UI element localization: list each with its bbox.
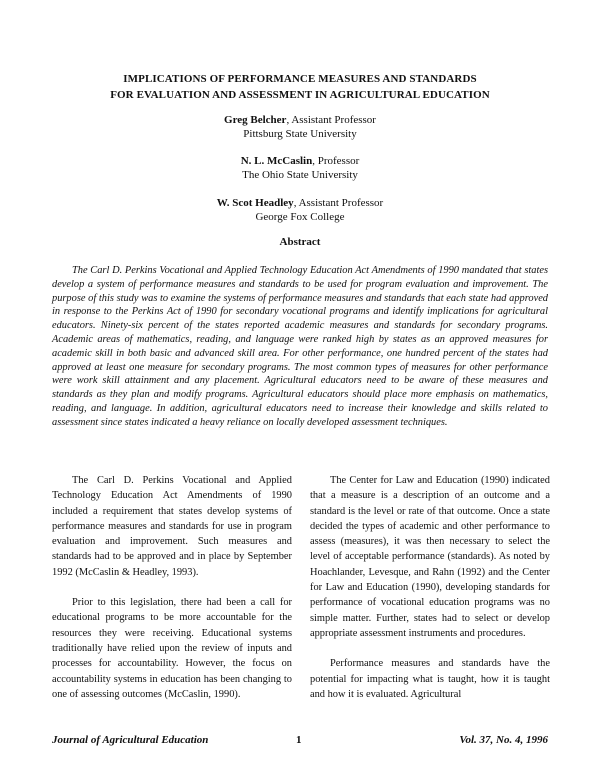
abstract-text: The Carl D. Perkins Vocational and Applied Technology Education Act Amendments of 1990 mandated that states develop a system of performance measures and standards to be used for program evaluation and improvement. The purpose of this study was to examine the systems of performance measures and standards that each state had approved in response to the Perkins Act of 1990 for secondary vocational programs and identify implications for agricultural educators. Ninety-six percent of the states reported academic measures and standards for secondary programs. Academic areas of mathematics, reading, and language were ranked high by states as an approved measures for academic skill in both basic and advanced skill area. For other performance, one hundred percent of the states had approved at least one measure for secondary programs. The most common types of measures for other performance were work skill attainment and any placement. Agricultural educators need to be aware of these measures and standards as they plan and modify programs. Agricultural educators should place more emphasis on mathematics, reading, and language. In addition, agricultural educators need to increase their knowledge and skills related to assessment since states indicated a heavy reliance on locally developed assessment techniques.	[52, 265, 548, 428]
paragraph: Prior to this legislation, there had been a call for educational programs to be more accountable for the resources they were receiving. Educational systems traditionally have relied upon the review of inputs and processes for accountability. However, the focus on accountability systems in education has been changing to one of assessing outcomes (McCaslin, 1990).	[52, 597, 292, 700]
footer-journal: Journal of Agricultural Education	[52, 734, 209, 746]
author-affiliation: Pittsburg State University	[243, 128, 357, 140]
left-column	[52, 473, 292, 717]
paper-title	[40, 71, 560, 103]
author-3	[100, 196, 500, 224]
author-name: Greg Belcher	[224, 114, 287, 126]
title-line-2: FOR EVALUATION AND ASSESSMENT IN AGRICULTURAL EDUCATION	[110, 89, 490, 101]
author-affiliation: The Ohio State University	[242, 169, 358, 181]
right-column	[310, 473, 550, 717]
author-name: N. L. McCaslin	[240, 155, 313, 167]
author-affiliation: George Fox College	[255, 211, 345, 223]
author-role: , Assistant Professor	[286, 114, 376, 126]
author-1	[100, 113, 500, 141]
abstract-heading: Abstract	[279, 236, 321, 248]
footer-volume: Vol. 37, No. 4, 1996	[459, 734, 548, 746]
paragraph: The Carl D. Perkins Vocational and Applied Technology Education Act Amendments of 1990 included a requirement that states develop systems of performance measures and standards for use in program evaluation and improvement. Such measures and standards had to be approved and in place by September 1992 (McCaslin & Headley, 1993).	[52, 475, 292, 578]
footer-page-number: 1	[296, 734, 302, 746]
author-name: W. Scot Headley	[216, 197, 294, 209]
author-2	[100, 154, 500, 182]
author-role: , Assistant Professor	[293, 197, 384, 209]
title-line-1: IMPLICATIONS OF PERFORMANCE MEASURES AND STANDARDS	[123, 73, 477, 85]
paragraph: Performance measures and standards have the potential for impacting what is taught, how it is taught and how it is evaluated. Agricultural	[310, 658, 550, 700]
author-role: , Professor	[312, 155, 360, 167]
paragraph: The Center for Law and Education (1990) indicated that a measure is a description of an outcome and a standard is the level or rate of that outcome. Once a state decided the types of academic and other performance to assess (measures), it was then necessary to select the level of acceptable performance (standards). As noted by Hoachlander, Levesque, and Rahn (1992) and the Center for Law and Education (1990), developing standards for performance of vocational education programs was no simple matter. Further, states had to select or develop appropriate assessment instruments and procedures.	[310, 475, 550, 639]
